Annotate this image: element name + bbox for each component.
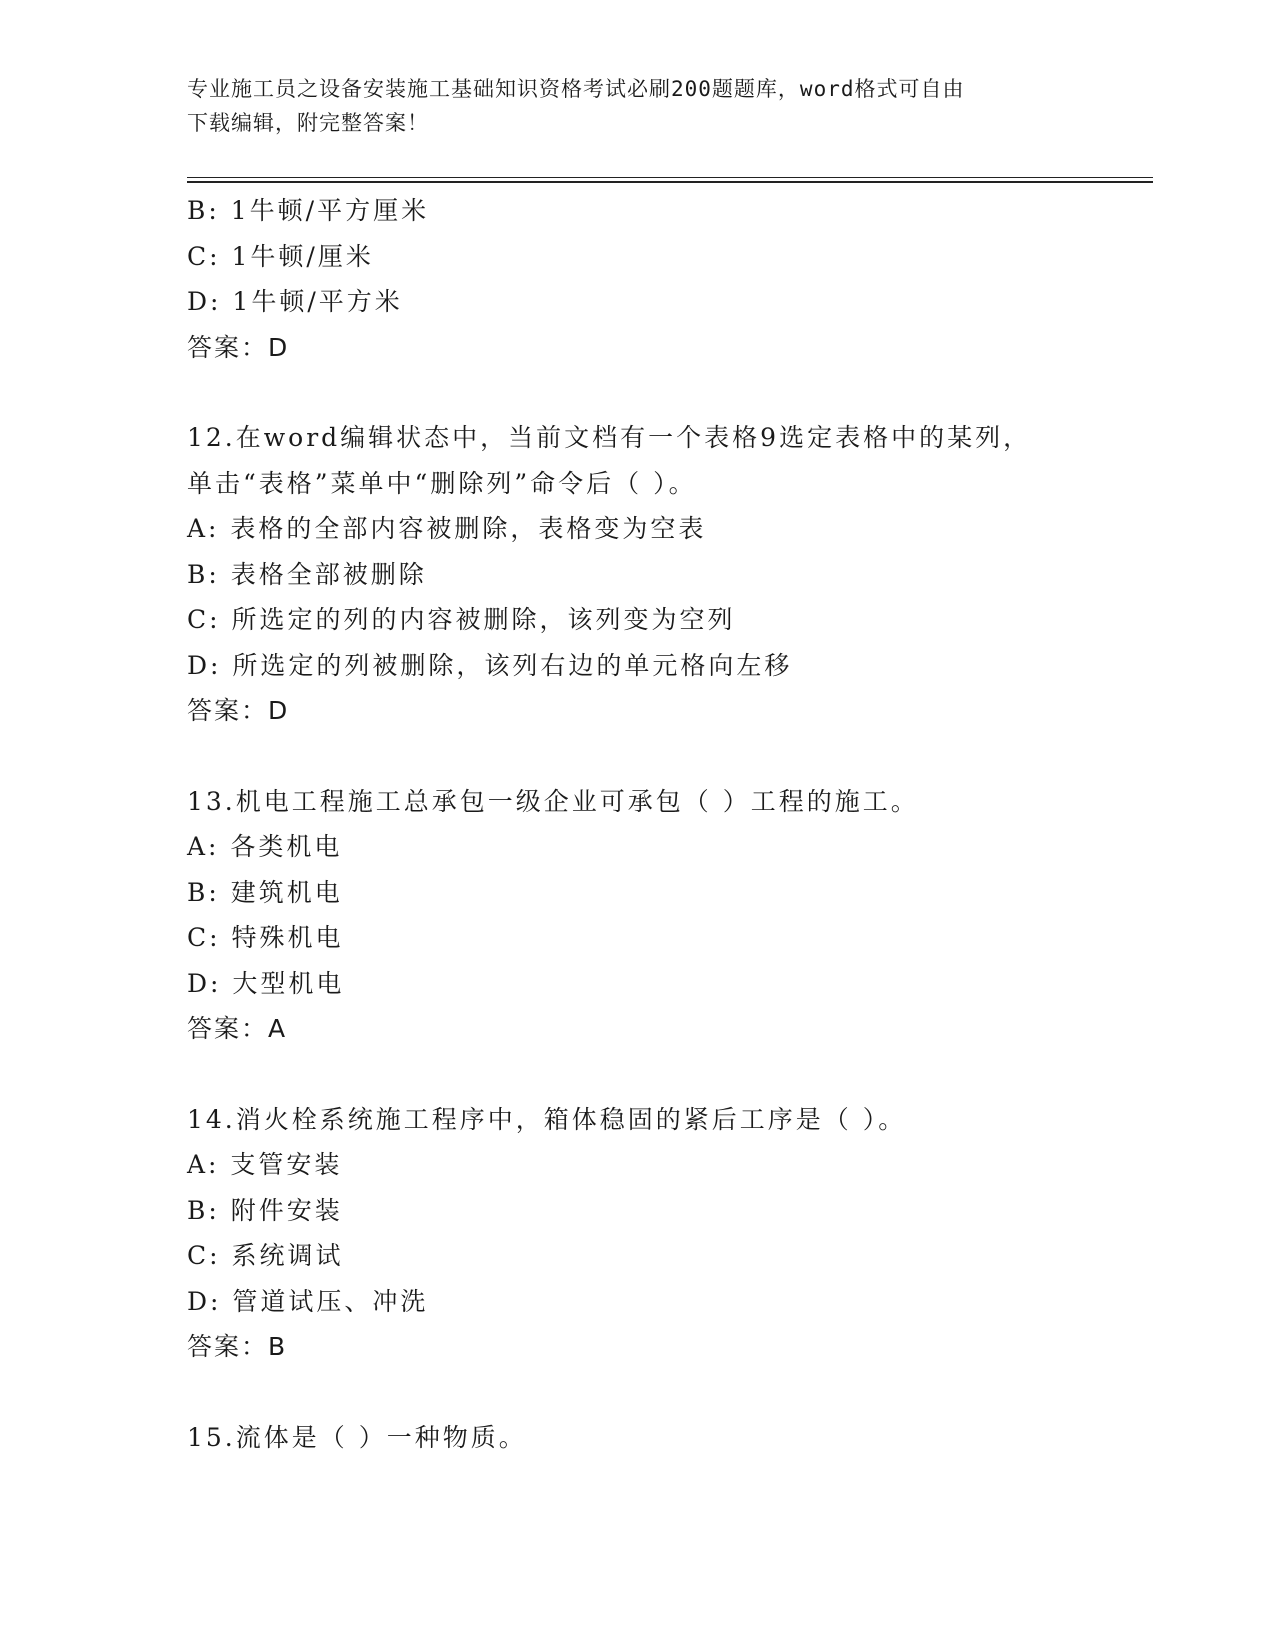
option-b: B: 附件安装 <box>187 1195 343 1225</box>
question-block <box>187 415 1153 734</box>
option-d: D: 所选定的列被删除，该列右边的单元格向左移 <box>187 650 793 680</box>
header-line-2: 下载编辑，附完整答案！ <box>187 111 429 135</box>
question-block <box>187 188 1153 370</box>
document-header <box>187 72 1067 140</box>
option-c: C: 系统调试 <box>187 1241 344 1270</box>
option-c: C: 特殊机电 <box>187 923 344 952</box>
header-divider-thin <box>187 177 1153 178</box>
option-d: D: 大型机电 <box>187 968 345 998</box>
option-b: B: 表格全部被删除 <box>187 559 427 589</box>
answer-line: 答案：D <box>187 696 290 725</box>
answer-line: 答案：A <box>187 1014 288 1043</box>
answer-line: 答案：B <box>187 1332 288 1361</box>
spacer <box>187 734 1153 779</box>
option-a: A: 支管安装 <box>187 1150 343 1179</box>
option-d: D: 管道试压、冲洗 <box>187 1286 429 1316</box>
option-c: C: 1牛顿/厘米 <box>187 241 374 271</box>
option-a: A: 表格的全部内容被删除，表格变为空表 <box>187 514 707 543</box>
option-a: A: 各类机电 <box>187 832 343 861</box>
question-block <box>187 1415 1153 1461</box>
option-b: B: 1牛顿/平方厘米 <box>187 196 430 225</box>
spacer <box>187 370 1153 415</box>
question-stem: 12.在word编辑状态中，当前文档有一个表格9选定表格中的某列， <box>187 423 1032 452</box>
question-stem: 13.机电工程施工总承包一级企业可承包（ ）工程的施工。 <box>187 786 919 816</box>
answer-line: 答案：D <box>187 332 290 362</box>
question-stem: 单击“表格”菜单中“删除列”命令后（ ）。 <box>187 468 697 498</box>
document-body <box>187 188 1153 1460</box>
question-block <box>187 779 1153 1052</box>
option-c: C: 所选定的列的内容被删除，该列变为空列 <box>187 605 736 634</box>
question-stem: 15.流体是（ ）一种物质。 <box>187 1422 527 1452</box>
question-block <box>187 1097 1153 1370</box>
option-b: B: 建筑机电 <box>187 877 343 907</box>
option-d: D: 1牛顿/平方米 <box>187 287 403 316</box>
header-divider-thick <box>187 181 1153 183</box>
question-stem: 14.消火栓系统施工程序中，箱体稳固的紧后工序是（ ）。 <box>187 1104 907 1134</box>
spacer <box>187 1052 1153 1097</box>
header-line-1: 专业施工员之设备安装施工基础知识资格考试必刷200题题库，word格式可自由 <box>187 77 965 101</box>
spacer <box>187 1370 1153 1415</box>
